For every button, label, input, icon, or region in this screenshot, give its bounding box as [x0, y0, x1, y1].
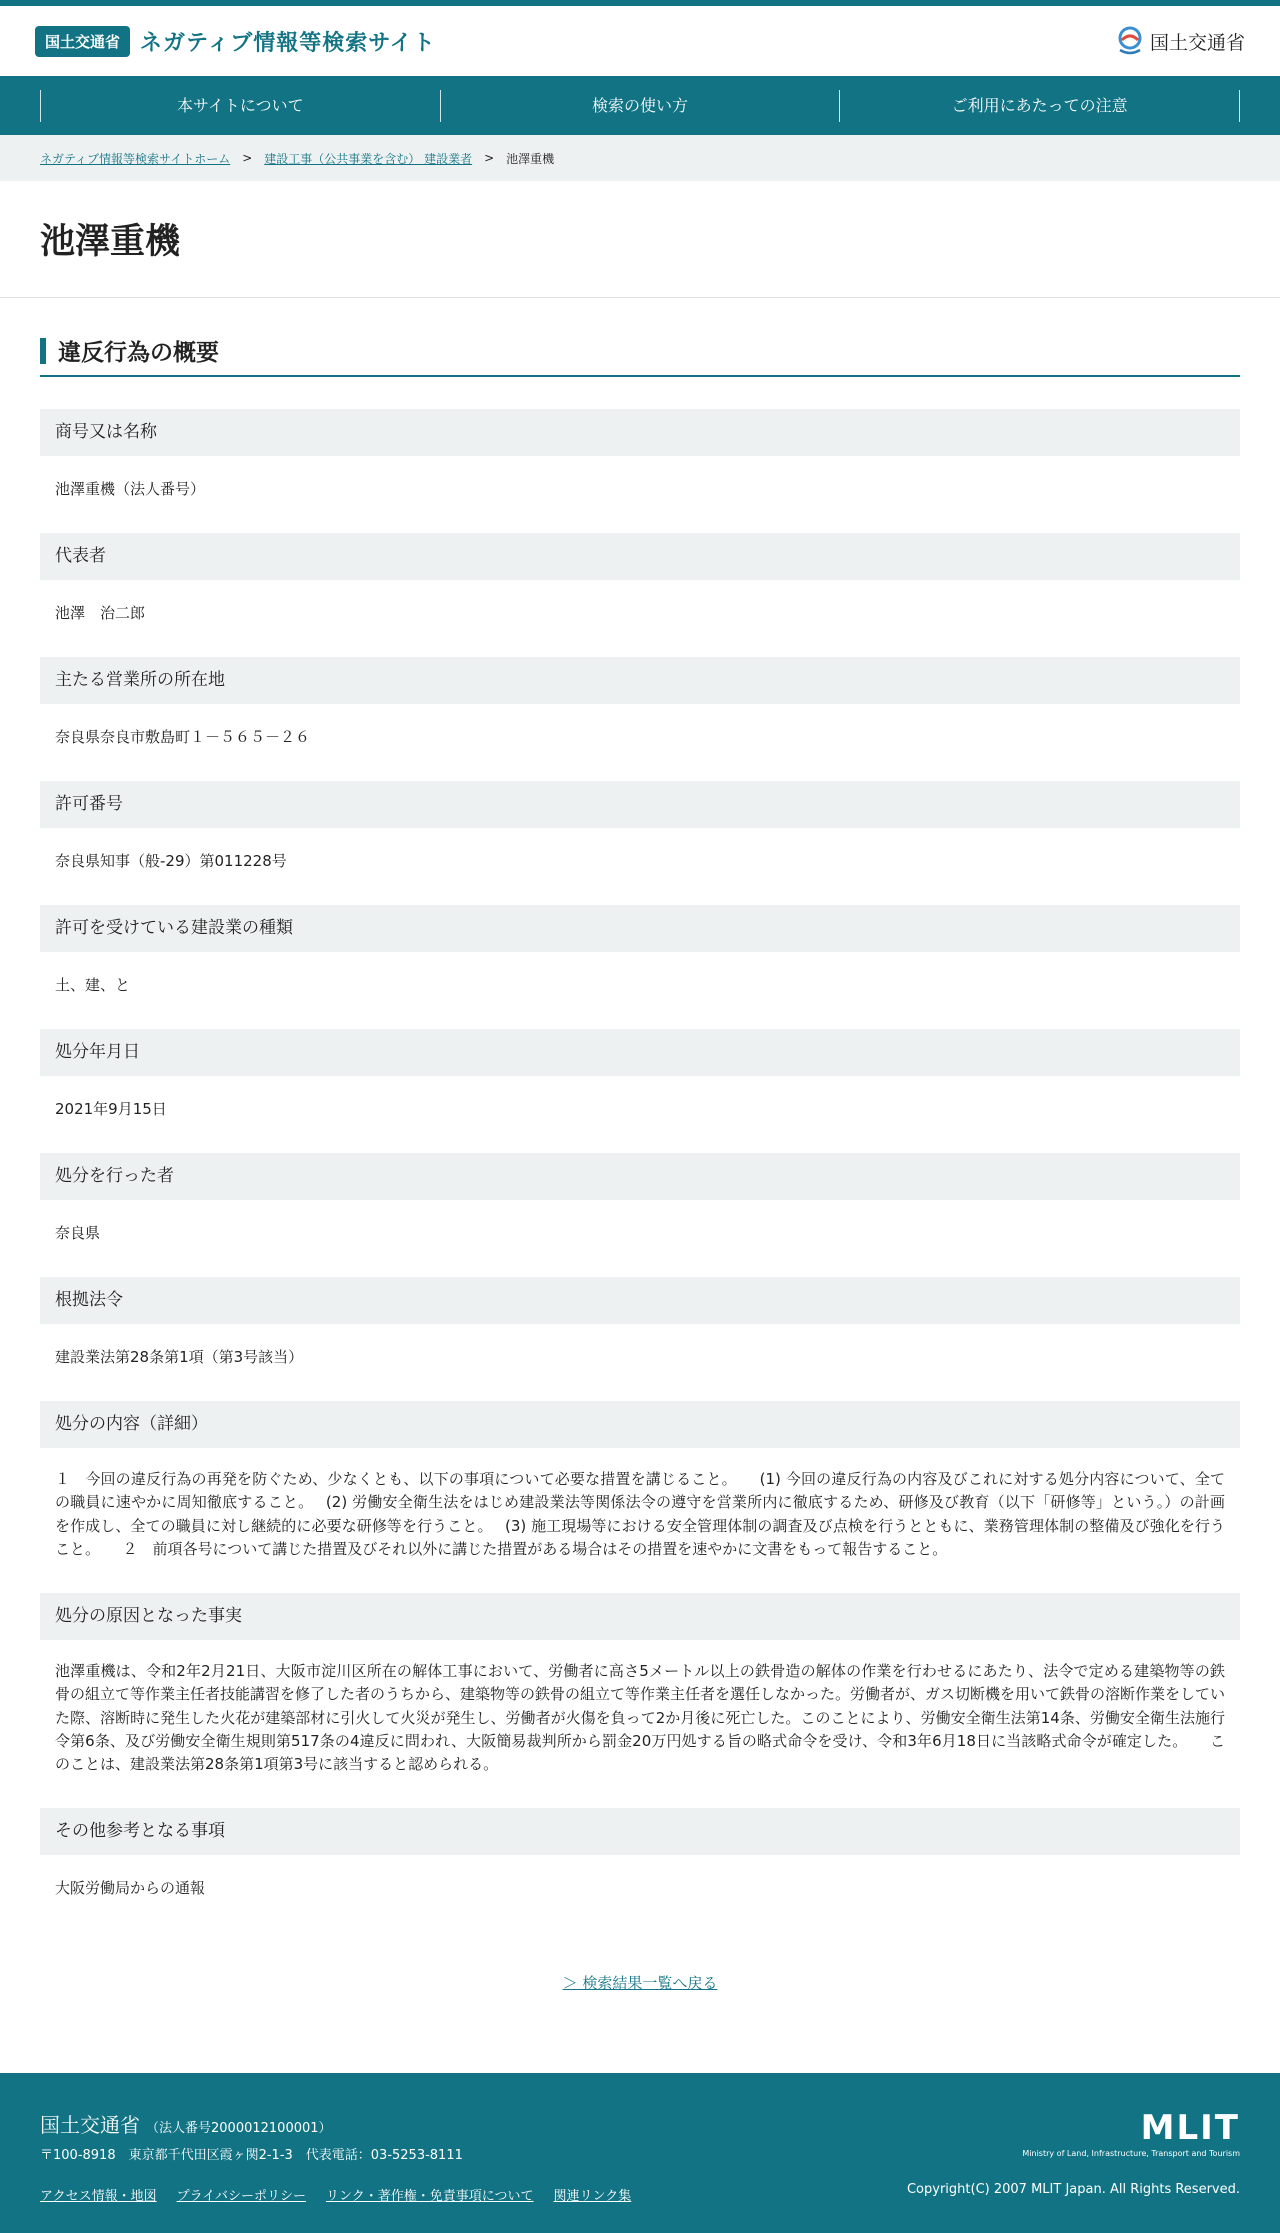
ministry-badge[interactable]: 国土交通省	[35, 26, 130, 57]
breadcrumb-separator: >	[484, 151, 495, 165]
field-label: 代表者	[40, 533, 1240, 580]
field-label: 主たる営業所の所在地	[40, 657, 1240, 704]
field-label: 許可を受けている建設業の種類	[40, 905, 1240, 952]
field-label: 処分年月日	[40, 1029, 1240, 1076]
field-other-reference	[40, 1808, 1240, 1932]
copyright: Copyright(C) 2007 MLIT Japan. All Rights Reserved.	[906, 2182, 1240, 2198]
ministry-emblem-icon	[1116, 26, 1144, 56]
field-disposition-cause	[40, 1593, 1240, 1808]
field-license-number	[40, 781, 1240, 905]
site-header	[0, 6, 1280, 76]
field-value: 奈良県知事（般-29）第011228号	[55, 852, 287, 870]
ministry-logo[interactable]	[1116, 26, 1245, 56]
field-label: 処分の原因となった事実	[40, 1593, 1240, 1640]
breadcrumb-home-link[interactable]: ネガティブ情報等検索サイトホーム	[40, 151, 231, 166]
main-content	[0, 298, 1280, 2073]
field-value: １ 今回の違反行為の再発を防ぐため、少なくとも、以下の事項について必要な措置を講じること。 (1) 今回の違反行為の内容及びこれに対する処分内容について、全ての職員に速やかに周知徹底すること。 (2) 労働安全衛生法をはじめ建設業法等関係法令の遵守を営業所内に徹底するため、研修及び教育（以下「研修等」という。）の計画を作成し、全ての職員に対し継続的に必要な研修等を行うこと。 (3) 施工現場等における安全管理体制の調査及び点検を行うとともに、業務管理体制の整備及び強化を行うこと。 ２ 前項各号について講じた措置及びそれ以外に講じた措置がある場合はその措置を速やかに文書をもって報告すること。	[55, 1470, 1225, 1558]
nav-item-about[interactable]: 本サイトについて	[40, 90, 440, 122]
breadcrumb	[0, 135, 1280, 181]
field-value: 池澤重機（法人番号）	[55, 480, 206, 498]
field-licensed-business-types	[40, 905, 1240, 1029]
nav-item-how-to-search[interactable]: 検索の使い方	[440, 90, 840, 122]
breadcrumb-category-link[interactable]: 建設工事（公共事業を含む） 建設業者	[264, 151, 473, 166]
field-representative	[40, 533, 1240, 657]
footer-org-name: 国土交通省	[40, 2113, 140, 2138]
mlit-logo-mark: MLIT	[1140, 2108, 1240, 2149]
field-value: 土、建、と	[55, 976, 131, 994]
field-label: 処分の内容（詳細）	[40, 1401, 1240, 1448]
back-to-results-link[interactable]: ＞ 検索結果一覧へ戻る	[562, 1974, 718, 1993]
breadcrumb-current: 池澤重機	[506, 151, 555, 166]
section-heading	[40, 334, 1240, 377]
back-link-area	[40, 1932, 1240, 2073]
page-title-area	[0, 181, 1280, 298]
field-label: 処分を行った者	[40, 1153, 1240, 1200]
field-value: 池澤重機は、令和2年2月21日、大阪市淀川区所在の解体工事において、労働者に高さ5メートル以上の鉄骨造の解体の作業を行わせるにあたり、法令で定める建築物等の鉄骨の組立て等作業主任者技能講習を修了した者のうちから、建築物等の鉄骨の組立て等作業主任者を選任しなかった。労働者が、ガス切断機を用いて鉄骨の溶断作業をしていた際、溶断時に発生した火花が建築部材に引火して火災が発生し、労働者が火傷を負って2か月後に死亡した。このことにより、労働安全衛生法第14条、労働安全衛生法施行令第6条、及び労働安全衛生規則第517条の4違反に問われ、大阪簡易裁判所から罰金20万円処する旨の略式命令を受け、令和3年6月18日に当該略式命令が確定した。 このことは、建設業法第28条第1項第3号に該当すると認められる。	[55, 1662, 1226, 1773]
global-nav	[0, 76, 1280, 135]
field-value: 奈良県奈良市敷島町１－５６５－２６	[55, 728, 311, 746]
breadcrumb-separator: >	[242, 151, 253, 165]
field-label: 商号又は名称	[40, 409, 1240, 456]
footer-corp-number: （法人番号2000012100001）	[146, 2121, 332, 2137]
section-heading-text: 違反行為の概要	[58, 340, 219, 366]
footer-link-privacy[interactable]: プライバシーポリシー	[176, 2189, 306, 2205]
heading-accent-bar	[40, 338, 46, 364]
field-disposing-authority	[40, 1153, 1240, 1277]
site-title[interactable]: ネガティブ情報等検索サイト	[140, 30, 436, 56]
ministry-logo-text: 国土交通省	[1149, 31, 1245, 54]
mlit-logo-subtitle: Ministry of Land, Infrastructure, Transport and Tourism	[1022, 2149, 1240, 2159]
footer-link-related[interactable]: 関連リンク集	[553, 2189, 632, 2205]
footer-address: 〒100-8918 東京都千代田区霞ヶ関2-1-3 代表電話：03-5253-8111	[40, 2148, 463, 2164]
field-value: 池澤 治二郎	[55, 604, 146, 622]
footer-link-access[interactable]: アクセス情報・地図	[40, 2189, 157, 2205]
field-value: 建設業法第28条第1項（第3号該当）	[55, 1348, 304, 1366]
field-value: 奈良県	[55, 1224, 101, 1242]
field-value: 2021年9月15日	[55, 1100, 167, 1118]
field-main-office-address	[40, 657, 1240, 781]
footer-link-copyright[interactable]: リンク・著作権・免責事項について	[325, 2189, 534, 2205]
field-label: 許可番号	[40, 781, 1240, 828]
field-disposition-date	[40, 1029, 1240, 1153]
page-title: 池澤重機	[40, 222, 181, 262]
nav-item-notes[interactable]: ご利用にあたっての注意	[839, 90, 1240, 122]
site-footer	[0, 2073, 1280, 2233]
site-brand[interactable]	[35, 26, 436, 57]
field-disposition-details	[40, 1401, 1240, 1593]
field-label: 根拠法令	[40, 1277, 1240, 1324]
field-company-name	[40, 409, 1240, 533]
mlit-logo	[1022, 2108, 1240, 2159]
field-value: 大阪労働局からの通報	[55, 1879, 206, 1898]
field-legal-basis	[40, 1277, 1240, 1401]
field-label: その他参考となる事項	[40, 1808, 1240, 1855]
